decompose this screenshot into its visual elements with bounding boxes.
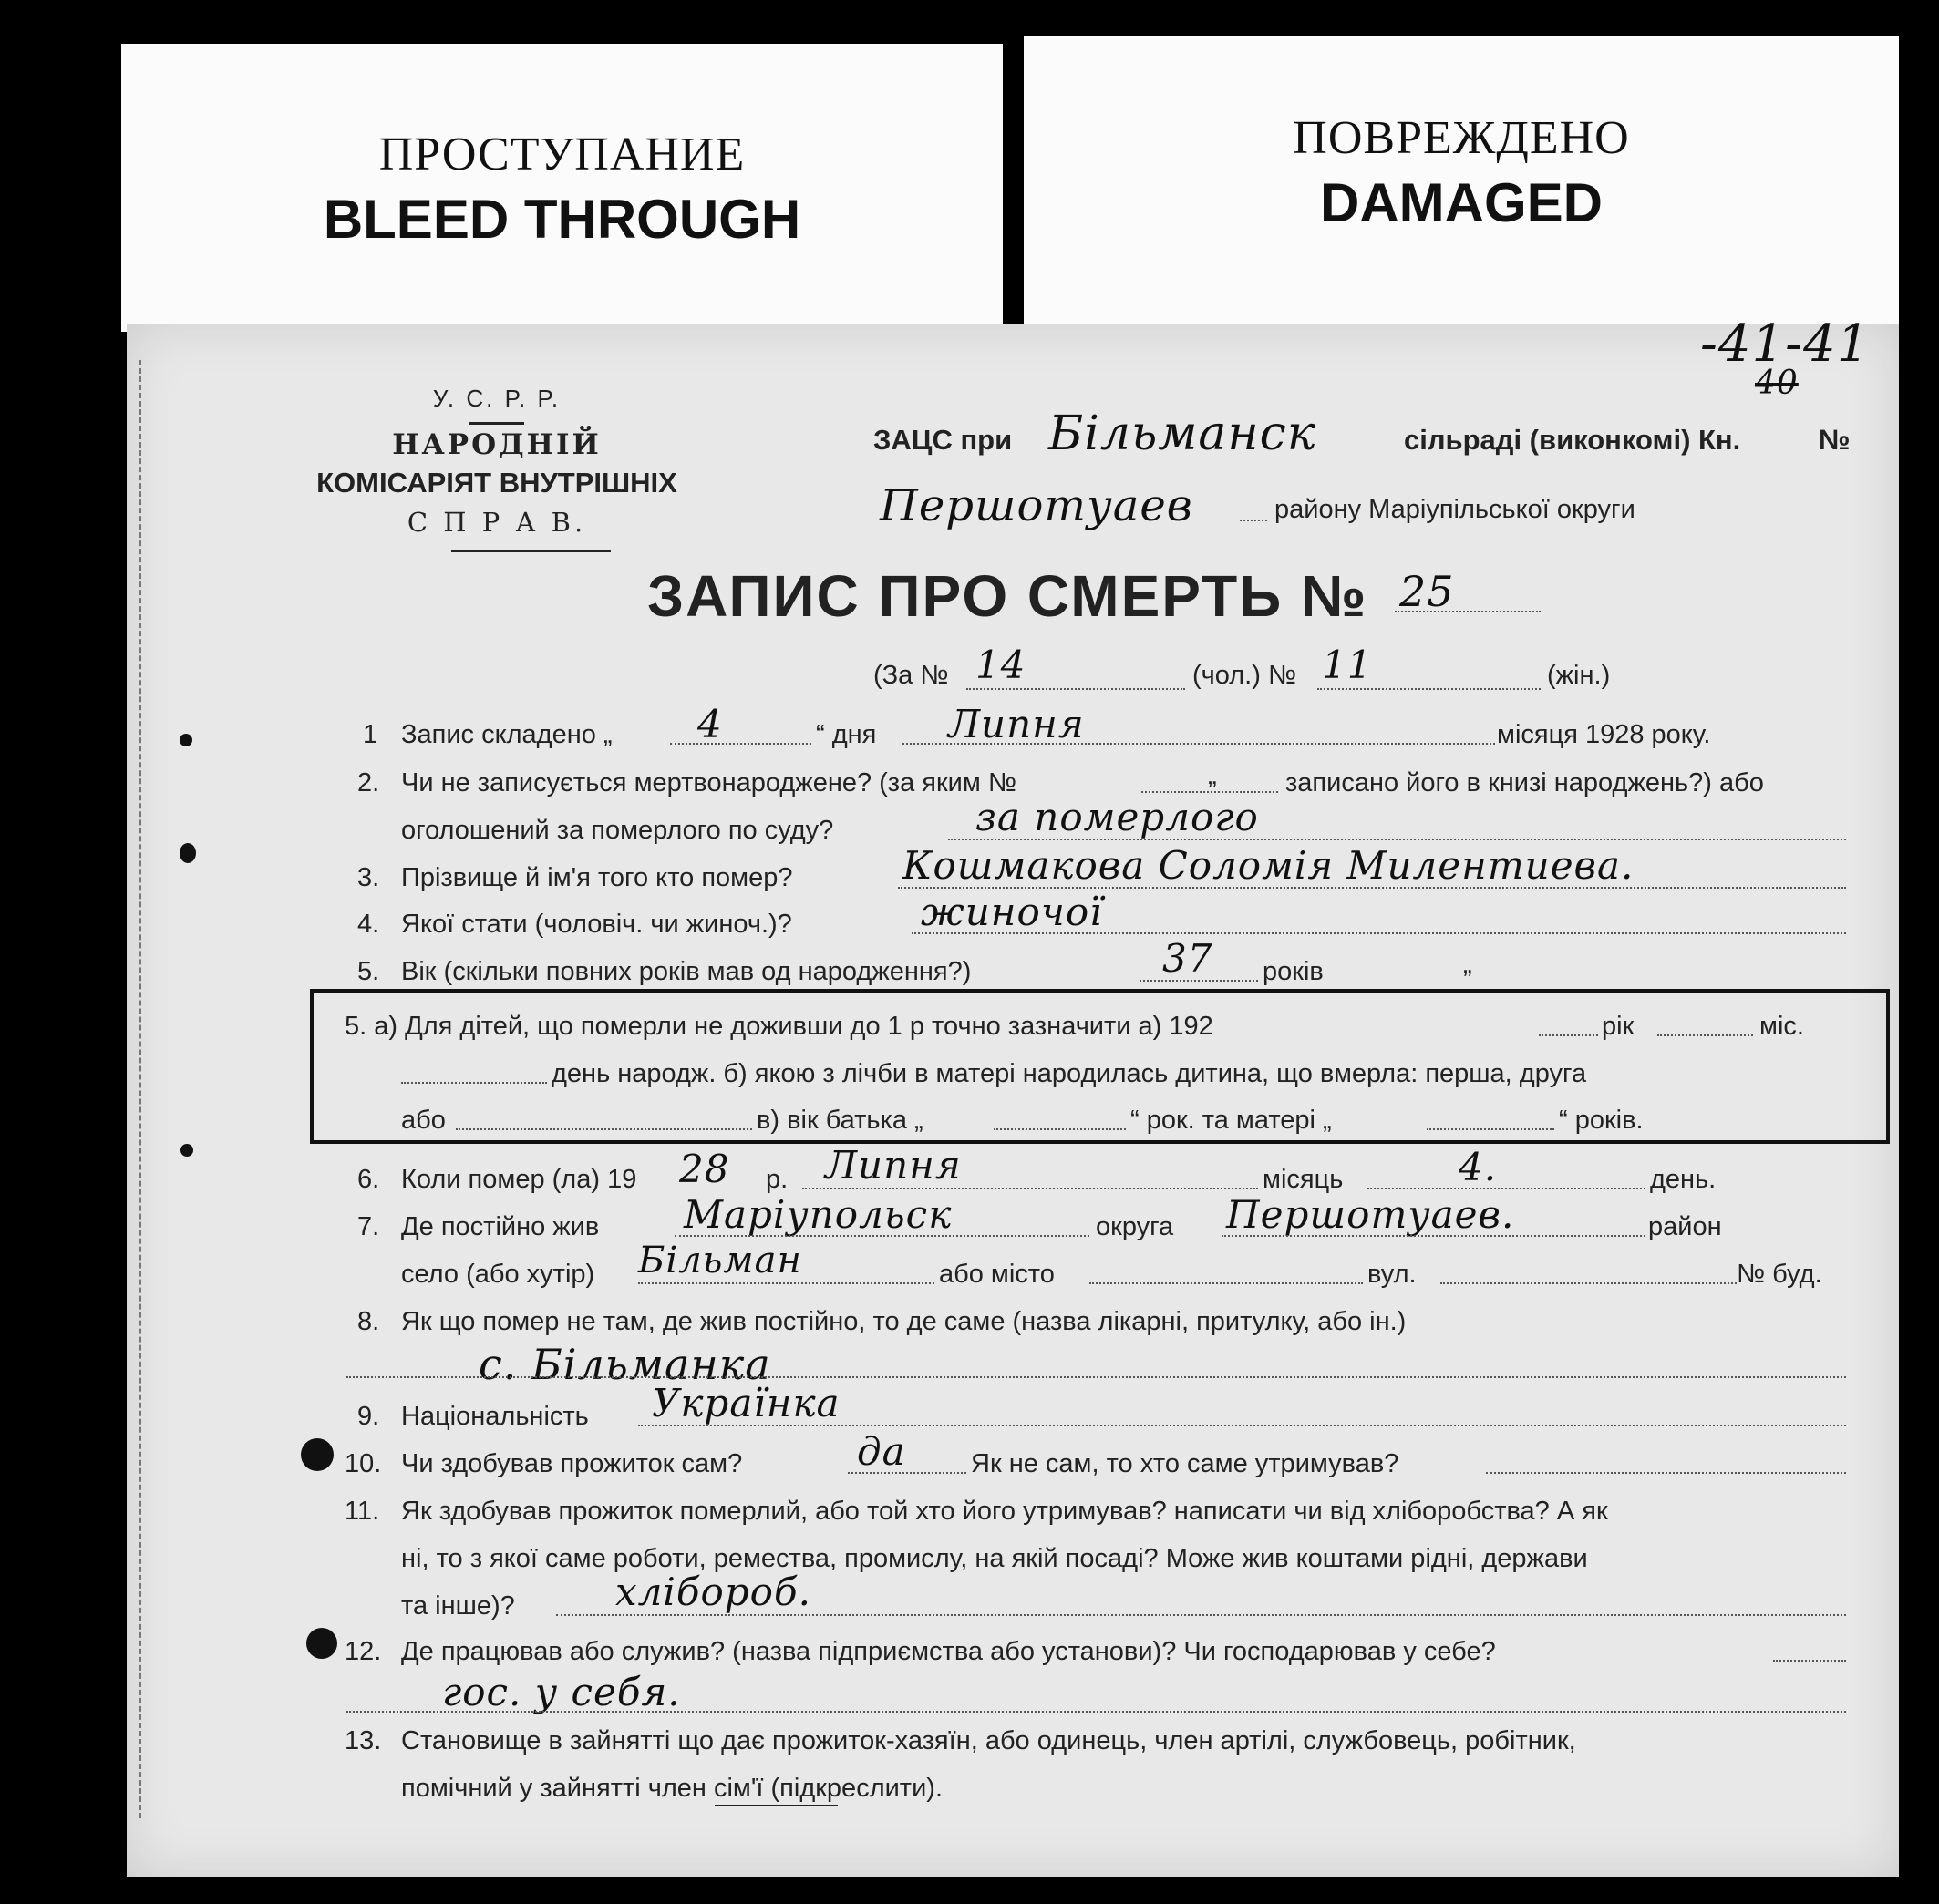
item-6-label-a: Коли помер (ла) 19 [401,1165,637,1194]
item-6-month-handwritten: Липня [825,1143,962,1188]
item-6-label-b: р. [766,1165,789,1194]
item-10-number: 10. [345,1449,382,1478]
item-10-answer-handwritten: да [857,1429,906,1474]
item-12-label: Де працював або служив? (назва підприємства або установи)? Чи господарював у себе? [401,1637,1496,1666]
dotted-line [346,1711,1846,1713]
item-6-label-c: місяць [1263,1165,1344,1194]
item-11-line1: Як здобував прожиток померлий, або той хто його утримував? написати чи від хліборобства? А як [401,1497,1608,1526]
item-1-month-handwritten: Липня [948,702,1085,746]
item-7-number: 7. [357,1212,380,1241]
item-5-mark: „ [1463,950,1472,979]
dotted-line [898,887,1846,889]
count-zhin: (жін.) [1547,661,1611,690]
zags-suffix: району Маріупільської округи [1274,495,1635,524]
item-5a-line1-b: рік [1602,1012,1635,1041]
item-3-number: 3. [357,863,380,892]
dotted-line [1240,520,1267,521]
dotted-line [346,1376,1846,1378]
item-11-answer-handwritten: хлібороб. [615,1570,811,1614]
item-5a-line2: день народж. б) якою з лічби в матері народилась дитина, що вмерла: перша, друга [552,1059,1587,1088]
bleed-through-card [121,44,1003,332]
record-number-handwritten: 25 [1399,567,1455,616]
item-12-answer-handwritten: гос. у себя. [442,1670,681,1714]
item-7-label-g: № буд. [1737,1260,1822,1289]
item-6-number: 6. [357,1165,380,1194]
dotted-line [1089,1282,1363,1284]
count-za: (За № [873,661,949,690]
dotted-line [670,743,811,745]
item-5a-line3-d: “ років. [1559,1106,1644,1135]
dotted-line [902,743,1495,745]
item-5a-line3-b: в) вік батька „ [757,1106,923,1135]
dotted-line [675,1235,1089,1237]
dotted-line [912,932,1846,934]
zags-book-no: № [1819,424,1851,456]
item-9-answer-handwritten: Українка [652,1381,841,1425]
dotted-line [1440,1282,1737,1284]
item-6-year-handwritten: 28 [679,1147,730,1191]
item-6-day-handwritten: 4. [1459,1145,1498,1189]
dotted-line [456,1128,752,1130]
item-2-answer-handwritten: за померлого [975,795,1259,839]
zags-village-handwritten: Бiльманск [1048,407,1316,461]
item-4-answer-handwritten: жиночої [921,890,1103,934]
item-8-answer-handwritten: с. Бiльманка [479,1340,771,1389]
item-7-okruga-handwritten: Маріупольск [684,1192,953,1237]
item-7-label-f: вул. [1367,1260,1417,1289]
dotted-line [1486,1472,1846,1474]
dotted-line [966,688,1185,690]
item-5a-line3-a: або [401,1106,446,1135]
record-title: ЗАПИС ПРО СМЕРТЬ № [647,563,1368,629]
item-13-line2: помічний у зайнятті член сім'ї (підкреслити). [401,1774,944,1803]
item-5-label-a: Вік (скільки повних років мав од народження?) [401,957,972,986]
header-komisariyat: КОМІСАРІЯТ ВНУТРІШНІХ [316,467,677,499]
item-13-line1: Становище в зайнятті що дає прожиток-хазяїн, або одинець, член артілі, службовець, робітник, [401,1726,1576,1755]
dotted-line [1657,1034,1753,1036]
dotted-line [848,1472,966,1474]
item-4-label: Якої стати (чоловіч. чи жиноч.)? [401,910,792,939]
item-5-age-handwritten: 37 [1162,936,1213,981]
item-5a-line1-a: 5. а) Для дітей, що померли не доживши до 1 р точно зазначити а) 192 [345,1012,1213,1041]
dotted-line [994,1128,1126,1130]
dotted-line [1427,1128,1554,1130]
header-sprav: С П Р А В. [407,507,587,538]
item-7-rayon-handwritten: Першотуаев. [1226,1192,1515,1237]
item-1-label-b: “ дня [816,720,877,749]
punch-hole [301,1438,334,1471]
dotted-line [1317,688,1541,690]
underline-member [715,1805,838,1806]
item-2-label-b: записано його в книзі народжень?) або [1285,768,1764,798]
item-11-line2: ні, то з якої саме роботи, ремества, промислу, на якій посаді? Може жив коштами рідні, держави [401,1544,1588,1573]
dotted-line [556,1614,1846,1616]
archive-number-struck: 40 [1755,365,1799,402]
item-11-line3: та інше)? [401,1591,515,1621]
item-7-label-a: Де постійно жив [401,1212,600,1241]
punch-hole [180,1144,193,1157]
dotted-line [1539,1034,1598,1036]
item-10-label-b: Як не сам, то хто саме утримував? [971,1449,1399,1478]
item-9-label: Національність [401,1402,589,1431]
item-2-mark: „ [1208,761,1217,790]
bleed-through-en: BLEED THROUGH [323,189,801,250]
item-7-label-e: або місто [939,1260,1055,1289]
zags-prefix: ЗАЦС при [873,424,1013,456]
item-2-label-c: оголошений за померлого по суду? [401,816,834,845]
dotted-line [802,1188,1258,1189]
item-1-number: 1 [363,720,378,749]
item-5a-line1-c: міс. [1759,1012,1804,1041]
item-8-number: 8. [357,1307,380,1336]
item-2-number: 2. [357,768,380,798]
item-3-label: Прізвище й ім'я того кто помер? [401,863,793,892]
header-ussr: У. С. Р. Р. [432,385,562,412]
item-11-number: 11. [345,1497,380,1526]
count-chol: (чол.) № [1192,661,1297,690]
perforation-line [139,360,141,1818]
count-female-handwritten: 11 [1322,643,1373,687]
item-13-number: 13. [345,1726,382,1755]
item-2-label-a: Чи не записується мертвонароджене? (за яким № [401,768,1016,798]
punch-hole [180,734,192,746]
dotted-line [638,1282,934,1284]
item-7-label-b: округа [1096,1212,1174,1241]
item-5a-line3-c: “ рок. та матері „ [1130,1106,1332,1135]
item-7-selo-handwritten: Бiльман [638,1240,802,1281]
bleed-through-ru: ПРОСТУПАНИЕ [378,129,746,180]
item-1-label-a: Запис складено „ [401,720,613,749]
dotted-line [1773,1660,1846,1662]
item-5-number: 5. [357,957,380,986]
zags-district-handwritten: Першотуаев [880,480,1193,531]
item-5-label-b: років [1263,957,1324,986]
item-4-number: 4. [357,910,380,939]
zags-middle: сільраді (виконкомі) Кн. [1404,424,1741,456]
item-1-day-handwritten: 4 [697,702,723,746]
header-narodniy: НАРОДНІЙ [392,428,602,461]
damaged-en: DAMAGED [1320,172,1603,233]
header-rule [451,550,611,552]
dotted-line [1141,791,1278,793]
count-male-handwritten: 14 [975,643,1026,687]
punch-hole [306,1628,337,1659]
item-10-label-a: Чи здобував прожиток сам? [401,1449,743,1478]
item-3-answer-handwritten: Кошмакова Соломiя Милентиева. [902,843,1635,888]
archive-number: -41-41 [1700,314,1871,374]
item-7-label-d: село (або хутір) [401,1260,595,1289]
dotted-line [948,839,1846,840]
dotted-line [1140,980,1258,982]
dotted-line [1222,1235,1645,1237]
damaged-ru: ПОВРЕЖДЕНО [1293,112,1630,164]
dotted-line [1395,611,1541,612]
header-rule [469,422,524,425]
item-1-label-c: місяця 1928 року. [1497,720,1711,749]
punch-hole [180,843,196,863]
dotted-line [1367,1188,1645,1189]
item-8-label: Як що помер не там, де жив постійно, то де саме (назва лікарні, притулку, або ін.) [401,1307,1407,1336]
dotted-line [638,1425,1846,1426]
item-6-label-d: день. [1650,1165,1717,1194]
item-7-label-c: район [1648,1212,1722,1241]
dotted-line [401,1082,547,1084]
item-12-number: 12. [345,1637,382,1666]
damaged-card [1024,36,1899,326]
item-9-number: 9. [357,1402,380,1431]
